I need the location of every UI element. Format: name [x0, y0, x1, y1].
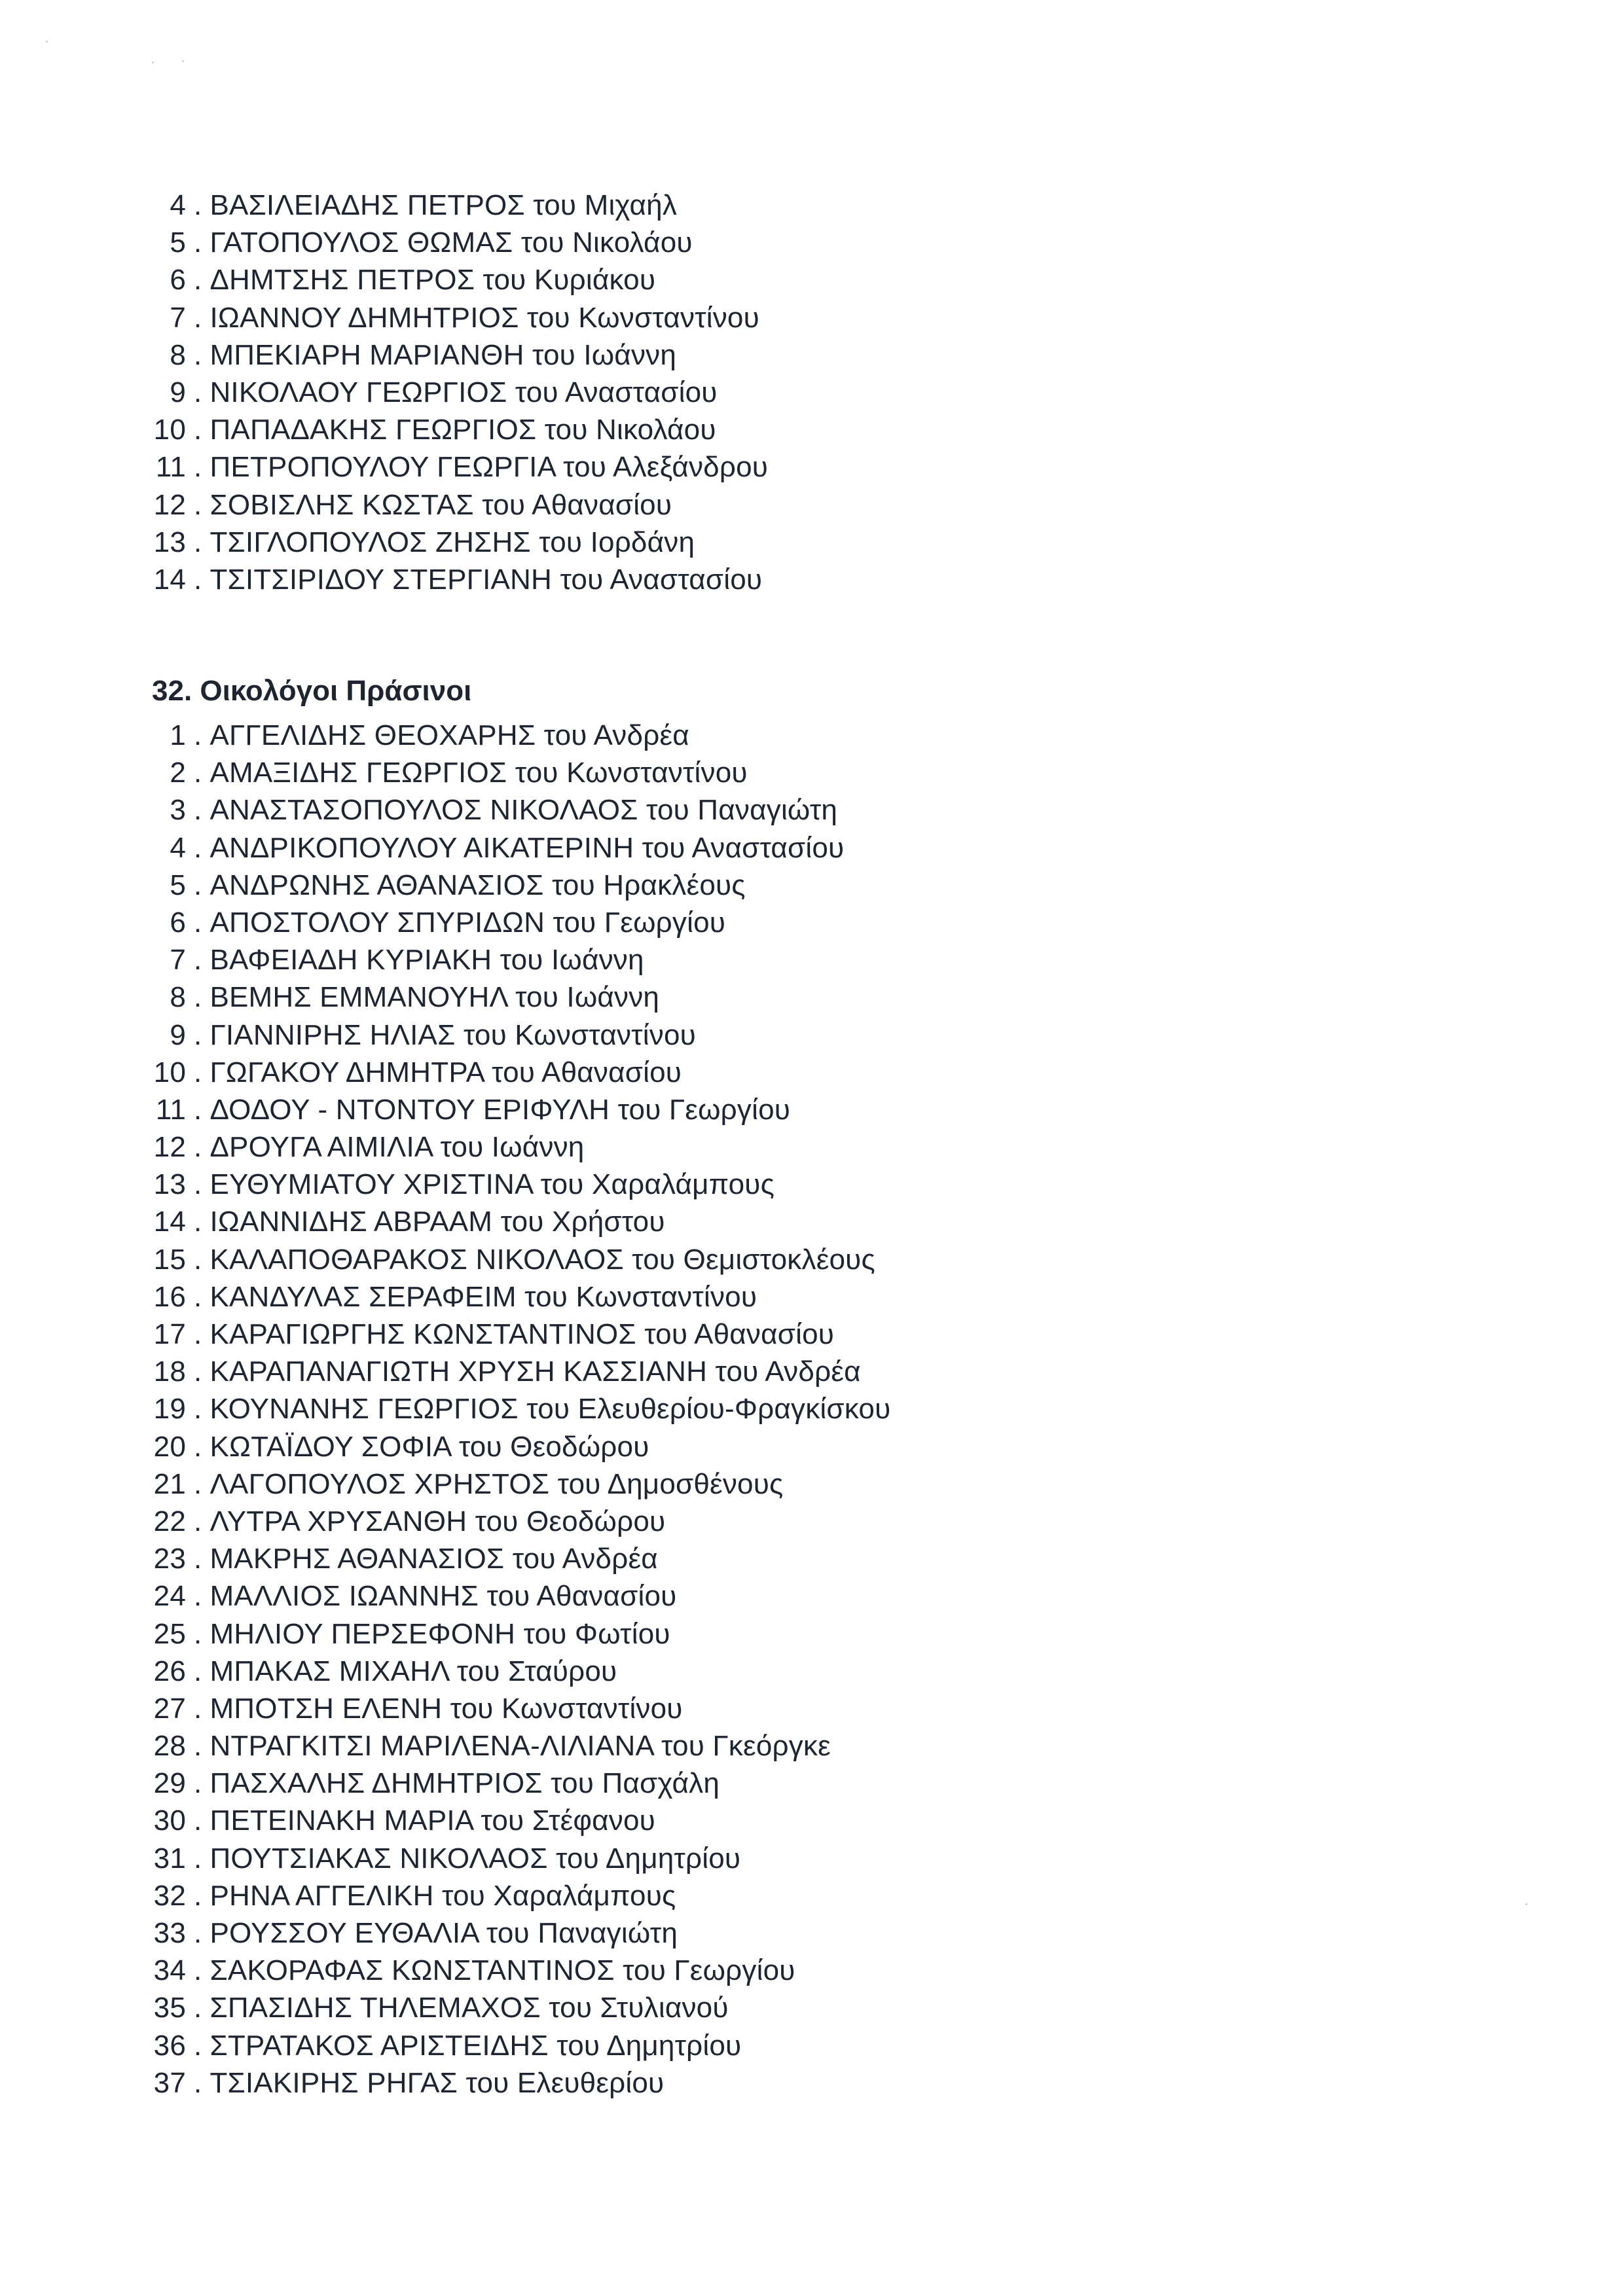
candidate-father-name: του Γεωργίου: [617, 1093, 791, 1126]
number-separator: .: [194, 1243, 202, 1276]
candidate-father-name: του Θεοδώρου: [458, 1430, 649, 1463]
number-separator: .: [194, 1954, 202, 1987]
candidate-number: 16: [153, 1280, 186, 1313]
candidate-father-name: του Ηρακλέους: [551, 869, 746, 901]
candidate-number: 13: [153, 526, 186, 558]
candidate-father-name: του Γκεόργκε: [661, 1730, 831, 1763]
candidate-name: ΜΑΛΛΙΟΣ ΙΩΑΝΝΗΣ: [210, 1580, 479, 1613]
candidate-father-name: του Ιωάννη: [515, 981, 660, 1014]
candidate-number: 8: [170, 981, 186, 1014]
candidate-name: ΓΩΓΑΚΟΥ ΔΗΜΗΤΡΑ: [210, 1056, 484, 1088]
candidate-father-name: του Αναστασίου: [560, 563, 763, 596]
candidate-father-name: του Μιχαήλ: [533, 189, 678, 221]
number-separator: .: [194, 869, 202, 901]
candidate-row: [152, 1727, 890, 1765]
candidate-list-continued: [152, 187, 768, 598]
candidate-name: ΠΕΤΕΙΝΑΚΗ ΜΑΡΙΑ: [210, 1804, 473, 1837]
number-separator: .: [194, 1879, 202, 1912]
candidate-number: 23: [153, 1543, 186, 1575]
candidate-number: 31: [153, 1842, 186, 1874]
candidate-father-name: του Γεωργίου: [623, 1954, 795, 1987]
candidate-name: ΚΑΝΔΥΛΑΣ ΣΕΡΑΦΕΙΜ: [210, 1280, 517, 1313]
candidate-row: [152, 261, 768, 298]
number-separator: .: [194, 1318, 202, 1350]
number-separator: .: [194, 1355, 202, 1388]
candidate-number: 7: [170, 944, 186, 977]
candidate-number: 9: [170, 376, 186, 408]
candidate-list-oikologoi-prasinoi: [152, 717, 890, 2102]
number-separator: .: [194, 1730, 202, 1763]
candidate-row: [152, 1765, 890, 1802]
candidate-father-name: του Χαραλάμπους: [540, 1168, 775, 1201]
number-separator: .: [194, 757, 202, 789]
number-separator: .: [194, 944, 202, 977]
candidate-number: 30: [153, 1804, 186, 1837]
number-separator: .: [194, 451, 202, 484]
candidate-row: [152, 299, 768, 336]
number-separator: .: [194, 831, 202, 864]
candidate-name: ΜΠΑΚΑΣ ΜΙΧΑΗΛ: [210, 1655, 449, 1687]
candidate-name: ΔΟΔΟΥ - ΝΤΟΝΤΟΥ ΕΡΙΦΥΛΗ: [210, 1093, 610, 1126]
candidate-row: [152, 1278, 890, 1316]
candidate-father-name: του Κωνσταντίνου: [526, 301, 759, 334]
number-separator: .: [194, 1168, 202, 1201]
candidate-name: ΣΟΒΙΣΛΗΣ ΚΩΣΤΑΣ: [210, 488, 474, 521]
candidate-row: [152, 2064, 890, 2102]
number-separator: .: [194, 981, 202, 1014]
number-separator: .: [194, 1430, 202, 1463]
candidate-father-name: του Αθανασίου: [486, 1580, 677, 1613]
candidate-father-name: του Αναστασίου: [642, 831, 845, 864]
candidate-father-name: του Κωνσταντίνου: [515, 757, 748, 789]
candidate-number: 7: [170, 301, 186, 334]
candidate-father-name: του Ανδρέα: [543, 719, 689, 751]
candidate-row: [152, 1690, 890, 1727]
candidate-number: 3: [170, 794, 186, 827]
candidate-number: 20: [153, 1430, 186, 1463]
candidate-row: [152, 1241, 890, 1278]
candidate-number: 28: [153, 1730, 186, 1763]
candidate-father-name: του Κωνσταντίνου: [463, 1018, 696, 1051]
candidate-name: ΓΙΑΝΝΙΡΗΣ ΗΛΙΑΣ: [210, 1018, 456, 1051]
candidate-number: 9: [170, 1018, 186, 1051]
number-separator: .: [194, 1917, 202, 1949]
scan-speck: [182, 60, 184, 62]
number-separator: .: [194, 1767, 202, 1800]
candidate-name: ΤΣΙΓΛΟΠΟΥΛΟΣ ΖΗΣΗΣ: [210, 526, 531, 558]
candidate-number: 5: [170, 869, 186, 901]
number-separator: .: [194, 526, 202, 558]
candidate-row: [152, 1091, 890, 1128]
candidate-name: ΠΕΤΡΟΠΟΥΛΟΥ ΓΕΩΡΓΙΑ: [210, 451, 555, 484]
number-separator: .: [194, 719, 202, 751]
candidate-number: 32: [153, 1879, 186, 1912]
candidate-father-name: του Κωνσταντίνου: [450, 1692, 683, 1725]
candidate-row: [152, 941, 890, 978]
candidate-name: ΑΝΑΣΤΑΣΟΠΟΥΛΟΣ ΝΙΚΟΛΑΟΣ: [210, 794, 638, 827]
candidate-name: ΚΟΥΝΑΝΗΣ ΓΕΩΡΓΙΟΣ: [210, 1393, 519, 1426]
candidate-father-name: του Αθανασίου: [644, 1318, 835, 1350]
candidate-number: 21: [153, 1467, 186, 1500]
candidate-number: 33: [153, 1917, 186, 1949]
candidate-row: [152, 1166, 890, 1203]
candidate-father-name: του Ιωάννη: [532, 338, 677, 371]
candidate-number: 27: [153, 1692, 186, 1725]
candidate-number: 5: [170, 226, 186, 259]
candidate-name: ΓΑΤΟΠΟΥΛΟΣ ΘΩΜΑΣ: [210, 226, 513, 259]
candidate-father-name: του Νικολάου: [520, 226, 693, 259]
candidate-name: ΑΝΔΡΙΚΟΠΟΥΛΟΥ ΑΙΚΑΤΕΡΙΝΗ: [210, 831, 634, 864]
number-separator: .: [194, 264, 202, 296]
candidate-father-name: του Παναγιώτη: [486, 1917, 678, 1949]
number-separator: .: [194, 1018, 202, 1051]
candidate-row: [152, 1390, 890, 1427]
candidate-row: [152, 1989, 890, 2026]
number-separator: .: [194, 906, 202, 939]
candidate-father-name: του Γεωργίου: [553, 906, 726, 939]
candidate-name: ΣΤΡΑΤΑΚΟΣ ΑΡΙΣΤΕΙΔΗΣ: [210, 2029, 549, 2062]
candidate-number: 17: [153, 1318, 186, 1350]
candidate-number: 22: [153, 1505, 186, 1537]
number-separator: .: [194, 1992, 202, 2024]
candidate-name: ΡΗΝΑ ΑΓΓΕΛΙΚΗ: [210, 1879, 434, 1912]
number-separator: .: [194, 1580, 202, 1613]
number-separator: .: [194, 338, 202, 371]
candidate-name: ΝΤΡΑΓΚΙΤΣΙ ΜΑΡΙΛΕΝΑ-ΛΙΛΙΑΝΑ: [210, 1730, 653, 1763]
number-separator: .: [194, 1804, 202, 1837]
candidate-number: 24: [153, 1580, 186, 1613]
number-separator: .: [194, 1543, 202, 1575]
candidate-row: [152, 978, 890, 1016]
candidate-father-name: του Αθανασίου: [482, 488, 672, 521]
candidate-row: [152, 187, 768, 224]
candidate-name: ΚΑΡΑΓΙΩΡΓΗΣ ΚΩΝΣΤΑΝΤΙΝΟΣ: [210, 1318, 636, 1350]
candidate-number: 14: [153, 1206, 186, 1238]
candidate-number: 10: [153, 1056, 186, 1088]
candidate-number: 19: [153, 1393, 186, 1426]
candidate-row: [152, 717, 890, 754]
scan-speck: [46, 41, 48, 43]
candidate-number: 37: [153, 2066, 186, 2099]
candidate-father-name: του Αναστασίου: [515, 376, 718, 408]
candidate-number: 15: [153, 1243, 186, 1276]
candidate-father-name: του Ανδρέα: [715, 1355, 861, 1388]
candidate-row: [152, 1016, 890, 1054]
candidate-name: ΠΑΣΧΑΛΗΣ ΔΗΜΗΤΡΙΟΣ: [210, 1767, 543, 1800]
candidate-number: 14: [153, 563, 186, 596]
number-separator: .: [194, 1655, 202, 1687]
candidate-father-name: του Νικολάου: [544, 414, 716, 446]
candidate-father-name: του Χαραλάμπους: [442, 1879, 676, 1912]
candidate-father-name: του Ιορδάνη: [539, 526, 695, 558]
candidate-row: [152, 1877, 890, 1914]
candidate-name: ΤΣΙΤΣΙΡΙΔΟΥ ΣΤΕΡΓΙΑΝΗ: [210, 563, 552, 596]
candidate-name: ΒΑΦΕΙΑΔΗ ΚΥΡΙΑΚΗ: [210, 944, 492, 977]
candidate-number: 4: [170, 831, 186, 864]
number-separator: .: [194, 1206, 202, 1238]
candidate-row: [152, 1503, 890, 1540]
candidate-row: [152, 754, 890, 791]
candidate-name: ΚΑΡΑΠΑΝΑΓΙΩΤΗ ΧΡΥΣΗ ΚΑΣΣΙΑΝΗ: [210, 1355, 708, 1388]
candidate-row: [152, 336, 768, 374]
candidate-name: ΚΑΛΑΠΟΘΑΡΑΚΟΣ ΝΙΚΟΛΑΟΣ: [210, 1243, 624, 1276]
candidate-name: ΝΙΚΟΛΑΟΥ ΓΕΩΡΓΙΟΣ: [210, 376, 507, 408]
number-separator: .: [194, 488, 202, 521]
candidate-number: 4: [170, 189, 186, 221]
candidate-row: [152, 411, 768, 448]
candidate-number: 25: [153, 1617, 186, 1650]
candidate-number: 12: [153, 488, 186, 521]
candidate-father-name: του Αθανασίου: [492, 1056, 682, 1088]
candidate-name: ΠΟΥΤΣΙΑΚΑΣ ΝΙΚΟΛΑΟΣ: [210, 1842, 548, 1874]
number-separator: .: [194, 1505, 202, 1537]
candidate-row: [152, 1840, 890, 1877]
candidate-row: [152, 1653, 890, 1690]
candidate-number: 13: [153, 1168, 186, 1201]
candidate-row: [152, 1316, 890, 1353]
candidate-row: [152, 791, 890, 829]
candidate-number: 8: [170, 338, 186, 371]
number-separator: .: [194, 2029, 202, 2062]
candidate-number: 34: [153, 1954, 186, 1987]
candidate-row: [152, 1353, 890, 1390]
candidate-name: ΙΩΑΝΝΟΥ ΔΗΜΗΤΡΙΟΣ: [210, 301, 519, 334]
candidate-name: ΛΑΓΟΠΟΥΛΟΣ ΧΡΗΣΤΟΣ: [210, 1467, 550, 1500]
candidate-father-name: του Δημητρίου: [556, 2029, 742, 2062]
number-separator: .: [194, 1131, 202, 1164]
number-separator: .: [194, 1842, 202, 1874]
number-separator: .: [194, 1617, 202, 1650]
candidate-row: [152, 1428, 890, 1465]
candidate-father-name: του Αλεξάνδρου: [563, 451, 769, 484]
candidate-father-name: του Στυλιανού: [549, 1992, 729, 2024]
candidate-row: [152, 904, 890, 941]
candidate-name: ΠΑΠΑΔΑΚΗΣ ΓΕΩΡΓΙΟΣ: [210, 414, 537, 446]
candidate-row: [152, 829, 890, 867]
candidate-number: 35: [153, 1992, 186, 2024]
candidate-name: ΡΟΥΣΣΟΥ ΕΥΘΑΛΙΑ: [210, 1917, 479, 1949]
candidate-father-name: του Φωτίου: [523, 1617, 670, 1650]
candidate-father-name: του Σταύρου: [456, 1655, 617, 1687]
candidate-father-name: του Ιωάννη: [500, 944, 644, 977]
candidate-number: 1: [170, 719, 186, 751]
candidate-name: ΣΠΑΣΙΔΗΣ ΤΗΛΕΜΑΧΟΣ: [210, 1992, 541, 2024]
candidate-name: ΑΝΔΡΩΝΗΣ ΑΘΑΝΑΣΙΟΣ: [210, 869, 544, 901]
candidate-father-name: του Δημοσθένους: [557, 1467, 784, 1500]
candidate-father-name: του Ελευθερίου: [465, 2066, 665, 2099]
number-separator: .: [194, 1280, 202, 1313]
candidate-row: [152, 1128, 890, 1166]
scan-speck: [1525, 1903, 1527, 1905]
candidate-name: ΔΡΟΥΓΑ ΑΙΜΙΛΙΑ: [210, 1131, 433, 1164]
scan-speck: [152, 62, 154, 63]
candidate-row: [152, 486, 768, 524]
number-separator: .: [194, 2066, 202, 2099]
number-separator: .: [194, 1467, 202, 1500]
candidate-name: ΑΓΓΕΛΙΔΗΣ ΘΕΟΧΑΡΗΣ: [210, 719, 536, 751]
candidate-father-name: του Παναγιώτη: [646, 794, 838, 827]
candidate-father-name: του Δημητρίου: [556, 1842, 741, 1874]
candidate-number: 11: [155, 1093, 186, 1126]
number-separator: .: [194, 414, 202, 446]
candidate-father-name: του Θεοδώρου: [475, 1505, 666, 1537]
number-separator: .: [194, 1692, 202, 1725]
candidate-row: [152, 374, 768, 411]
number-separator: .: [194, 794, 202, 827]
candidate-name: ΕΥΘΥΜΙΑΤΟΥ ΧΡΙΣΤΙΝΑ: [210, 1168, 533, 1201]
candidate-father-name: του Θεμιστοκλέους: [632, 1243, 875, 1276]
candidate-name: ΛΥΤΡΑ ΧΡΥΣΑΝΘΗ: [210, 1505, 467, 1537]
candidate-name: ΚΩΤΑΪΔΟΥ ΣΟΦΙΑ: [210, 1430, 451, 1463]
candidate-name: ΜΠΟΤΣΗ ΕΛΕΝΗ: [210, 1692, 443, 1725]
candidate-row: [152, 561, 768, 598]
candidate-number: 36: [153, 2029, 186, 2062]
candidate-row: [152, 1914, 890, 1952]
candidate-row: [152, 1540, 890, 1577]
candidate-name: ΔΗΜΤΣΗΣ ΠΕΤΡΟΣ: [210, 264, 475, 296]
candidate-row: [152, 224, 768, 261]
candidate-row: [152, 1054, 890, 1091]
candidate-name: ΑΜΑΞΙΔΗΣ ΓΕΩΡΓΙΟΣ: [210, 757, 507, 789]
candidate-father-name: του Στέφανου: [481, 1804, 655, 1837]
candidate-row: [152, 1465, 890, 1503]
number-separator: .: [194, 563, 202, 596]
candidate-name: ΙΩΑΝΝΙΔΗΣ ΑΒΡΑΑΜ: [210, 1206, 493, 1238]
number-separator: .: [194, 1056, 202, 1088]
candidate-father-name: του Χρήστου: [500, 1206, 665, 1238]
number-separator: .: [194, 226, 202, 259]
candidate-row: [152, 524, 768, 561]
candidate-number: 6: [170, 906, 186, 939]
candidate-name: ΒΑΣΙΛΕΙΑΔΗΣ ΠΕΤΡΟΣ: [210, 189, 525, 221]
candidate-row: [152, 1203, 890, 1240]
candidate-number: 2: [170, 757, 186, 789]
candidate-father-name: του Ιωάννη: [440, 1131, 585, 1164]
candidate-father-name: του Ελευθερίου-Φραγκίσκου: [526, 1393, 891, 1426]
candidate-row: [152, 1952, 890, 1989]
candidate-name: ΜΗΛΙΟΥ ΠΕΡΣΕΦΟΝΗ: [210, 1617, 516, 1650]
candidate-name: ΣΑΚΟΡΑΦΑΣ ΚΩΝΣΤΑΝΤΙΝΟΣ: [210, 1954, 615, 1987]
candidate-father-name: του Πασχάλη: [551, 1767, 720, 1800]
number-separator: .: [194, 1393, 202, 1426]
candidate-row: [152, 448, 768, 486]
number-separator: .: [194, 301, 202, 334]
party-heading: 32. Οικολόγοι Πράσινοι: [152, 675, 472, 707]
number-separator: .: [194, 1093, 202, 1126]
candidate-row: [152, 1577, 890, 1615]
candidate-father-name: του Κυριάκου: [483, 264, 656, 296]
number-separator: .: [194, 189, 202, 221]
candidate-father-name: του Κωνσταντίνου: [524, 1280, 757, 1313]
candidate-number: 10: [153, 414, 186, 446]
candidate-row: [152, 2027, 890, 2064]
number-separator: .: [194, 376, 202, 408]
candidate-father-name: του Ανδρέα: [512, 1543, 658, 1575]
candidate-number: 12: [153, 1131, 186, 1164]
candidate-number: 26: [153, 1655, 186, 1687]
candidate-name: ΜΑΚΡΗΣ ΑΘΑΝΑΣΙΟΣ: [210, 1543, 505, 1575]
candidate-number: 11: [155, 451, 186, 484]
candidate-number: 18: [153, 1355, 186, 1388]
candidate-name: ΤΣΙΑΚΙΡΗΣ ΡΗΓΑΣ: [210, 2066, 458, 2099]
candidate-name: ΒΕΜΗΣ ΕΜΜΑΝΟΥΗΛ: [210, 981, 507, 1014]
candidate-row: [152, 1802, 890, 1839]
candidate-name: ΜΠΕΚΙΑΡΗ ΜΑΡΙΑΝΘΗ: [210, 338, 524, 371]
candidate-number: 29: [153, 1767, 186, 1800]
candidate-row: [152, 867, 890, 904]
candidate-row: [152, 1615, 890, 1653]
candidate-number: 6: [170, 264, 186, 296]
candidate-name: ΑΠΟΣΤΟΛΟΥ ΣΠΥΡΙΔΩΝ: [210, 906, 545, 939]
